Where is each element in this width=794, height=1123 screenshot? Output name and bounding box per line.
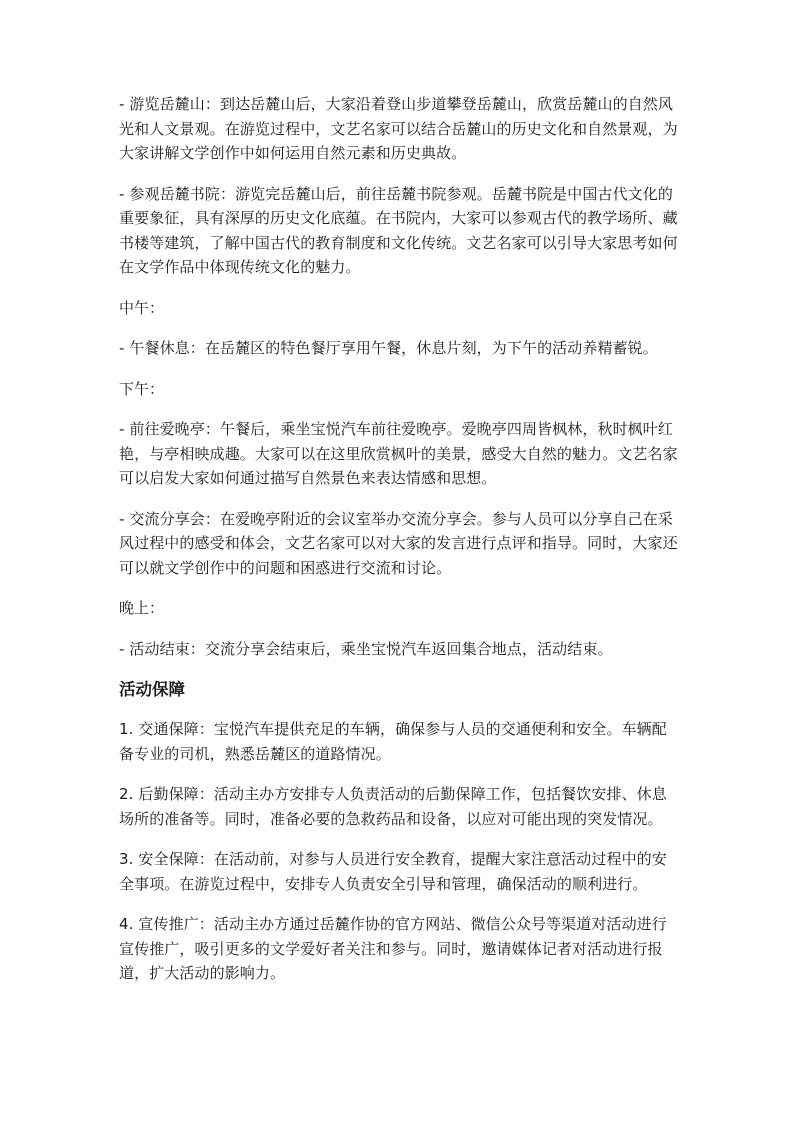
guarantee-item-transport: 1. 交通保障：宝悦汽车提供充足的车辆，确保参与人员的交通便利和安全。车辆配备专业的司机，熟悉岳麓区的道路情况。: [119, 720, 667, 763]
evening-label: 晚上：: [119, 599, 165, 617]
guarantee-item-safety: 3. 安全保障：在活动前，对参与人员进行安全教育，提醒大家注意活动过程中的安全事项。在游览过程中，安排专人负责安全引导和管理，确保活动的顺利进行。: [119, 850, 667, 893]
document-page: [119, 92, 679, 1002]
evening-item-end: - 活动结束：交流分享会结束后，乘坐宝悦汽车返回集合地点，活动结束。: [119, 639, 613, 658]
noon-label: 中午：: [119, 298, 165, 317]
section-heading-guarantee: 活动保障: [119, 680, 185, 699]
guarantee-item-logistics: 2. 后勤保障：活动主办方安排专人负责活动的后勤保障工作，包括餐饮安排、休息场所的准备等。同时，准备必要的急救药品和设备，以应对可能出现的突发情况。: [119, 785, 667, 828]
afternoon-label: 下午：: [119, 379, 165, 398]
afternoon-item-pavilion: - 前往爱晚亭：午餐后，乘坐宝悦汽车前往爱晚亭。爱晚亭四周皆枫林，秋时枫叶红艳，与亭相映成趣。大家可以在这里欣赏枫叶的美景，感受大自然的魅力。文艺名家可以启发大家如何通过描写自然景色来表达情感和思想。: [119, 420, 678, 487]
afternoon-item-sharing: - 交流分享会：在爱晚亭附近的会议室举办交流分享会。参与人员可以分享自己在采风过程中的感受和体会，文艺名家可以对大家的发言进行点评和指导。同时，大家还可以就文学创作中的问题和困惑进行交流和讨论。: [119, 509, 678, 577]
noon-item-lunch: - 午餐休息：在岳麓区的特色餐厅享用午餐，休息片刻，为下午的活动养精蓄锐。: [119, 339, 658, 357]
morning-item-academy: - 参观岳麓书院：游览完岳麓山后，前往岳麓书院参观。岳麓书院是中国古代文化的重要象征，具有深厚的历史文化底蕴。在书院内，大家可以参观古代的教学场所、藏书楼等建筑，了解中国古代的教育制度和文化传统。文艺名家可以引导大家思考如何在文学作品中体现传统文化的魅力。: [119, 184, 678, 276]
morning-item-hike: - 游览岳麓山：到达岳麓山后，大家沿着登山步道攀登岳麓山，欣赏岳麓山的自然风光和人文景观。在游览过程中，文艺名家可以结合岳麓山的历史文化和自然景观，为大家讲解文学创作中如何运用自然元素和历史典故。: [119, 95, 678, 162]
guarantee-item-promotion: 4. 宣传推广：活动主办方通过岳麓作协的官方网站、微信公众号等渠道对活动进行宣传推广，吸引更多的文学爱好者关注和参与。同时，邀请媒体记者对活动进行报道，扩大活动的影响力。: [119, 915, 667, 982]
